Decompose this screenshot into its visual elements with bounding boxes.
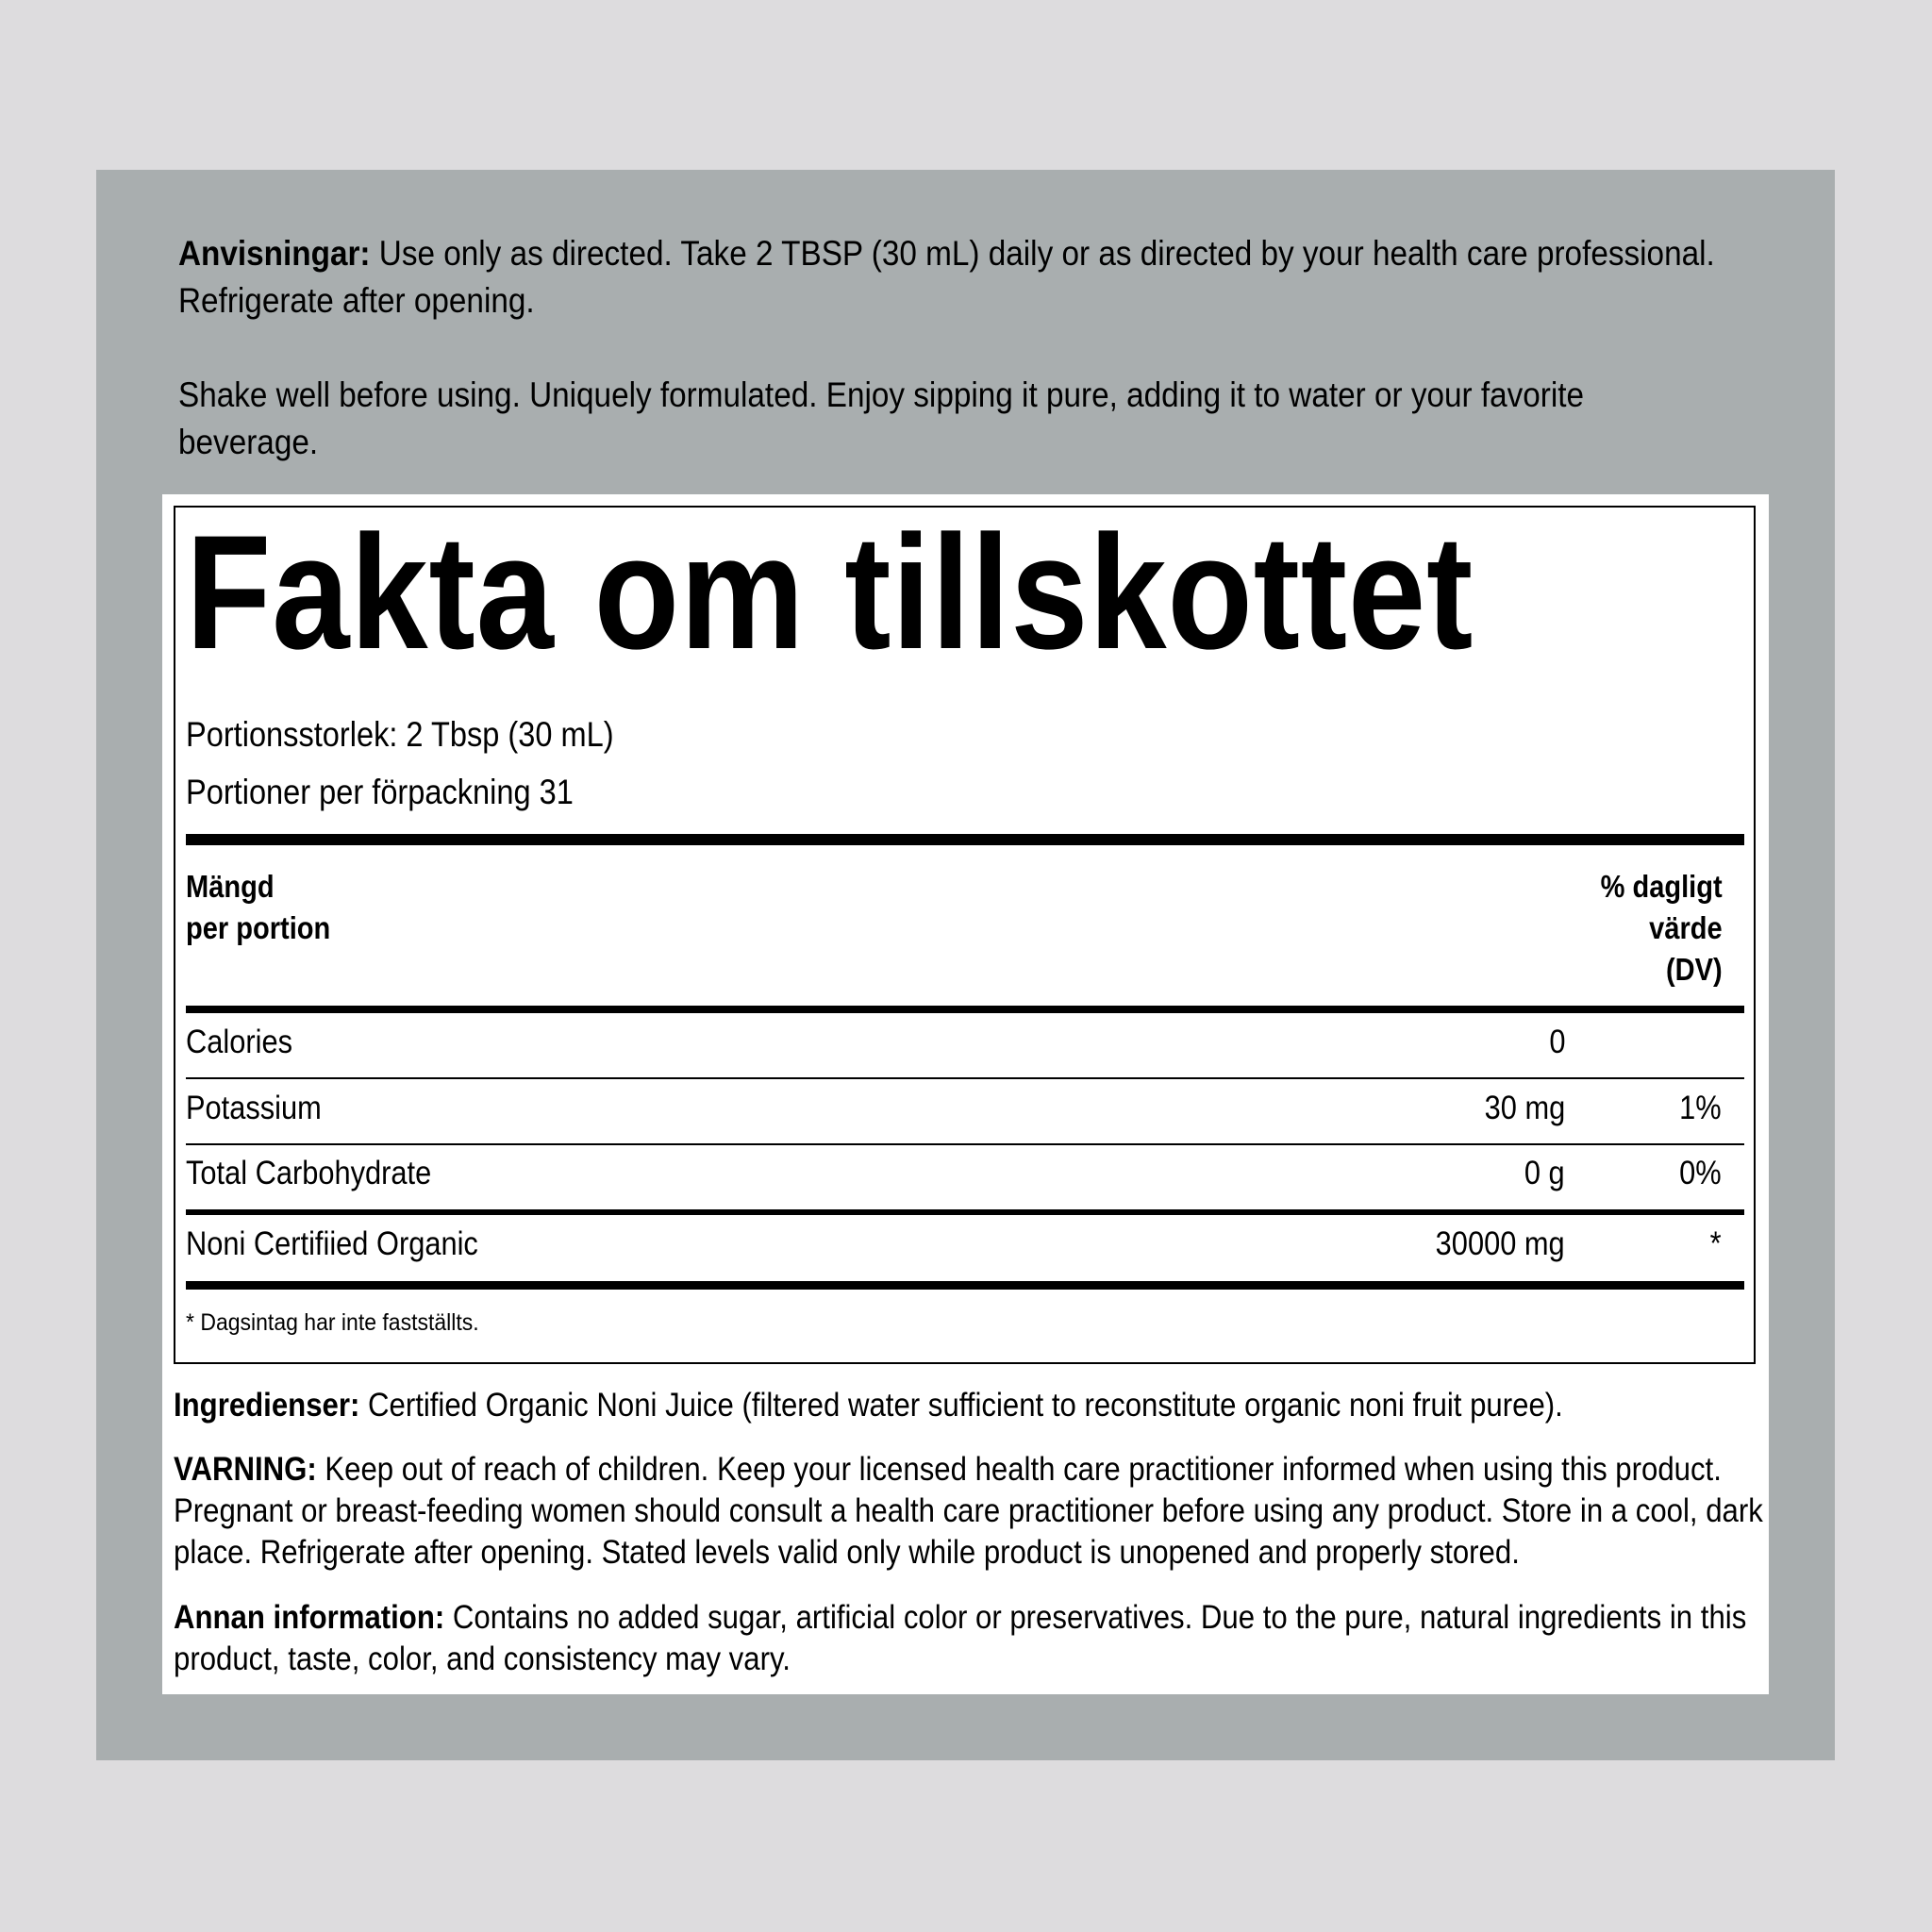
directions-paragraph-1 — [178, 230, 1715, 325]
row-name: Noni Certifiied Organic — [186, 1225, 478, 1262]
servings-per-container: Portioner per förpackning 31 — [186, 773, 574, 811]
row-dv: * — [1710, 1225, 1722, 1262]
directions-text-2: Shake well before using. Uniquely formulated. Enjoy sipping it pure, adding it to water or your favorite beverage. — [178, 375, 1585, 461]
directions-text-1: Use only as directed. Take 2 TBSP (30 mL) daily or as directed by your health care professional. Refrigerate after opening. — [178, 234, 1715, 320]
table-row — [186, 1150, 1744, 1197]
header-dv-line-2: värde — [1649, 910, 1723, 945]
row-amount: 30 mg — [1484, 1090, 1565, 1126]
bottom-divider — [186, 1281, 1744, 1290]
row-amount: 0 — [1548, 1024, 1565, 1060]
row-name: Potassium — [186, 1090, 322, 1126]
header-dv-line-3: (DV) — [1666, 952, 1723, 987]
warning-section — [174, 1449, 1768, 1574]
header-daily-value — [1601, 866, 1723, 991]
header-amount-line-2: per portion — [186, 910, 331, 945]
directions-label: Anvisningar: — [178, 234, 371, 273]
row-divider-thick — [186, 1209, 1744, 1215]
header-divider — [186, 1006, 1744, 1013]
other-info-label: Annan information: — [174, 1599, 445, 1636]
row-dv: 0% — [1679, 1155, 1722, 1191]
other-info-section — [174, 1597, 1768, 1680]
warning-paragraph — [174, 1449, 1765, 1574]
thick-divider — [186, 834, 1744, 845]
row-dv: 1% — [1679, 1090, 1722, 1126]
row-divider — [186, 1143, 1744, 1145]
row-amount: 0 g — [1524, 1155, 1565, 1191]
row-amount: 30000 mg — [1436, 1225, 1565, 1262]
row-divider — [186, 1077, 1744, 1079]
ingredients-paragraph — [174, 1385, 1765, 1426]
header-amount-per-serving — [186, 866, 330, 949]
warning-label: VARNING: — [174, 1451, 317, 1488]
other-info-text: Contains no added sugar, artificial color or preservatives. Due to the pure, natural ingredients in this product, taste, color, and consistency may vary. — [174, 1599, 1747, 1677]
table-row — [186, 1019, 1744, 1066]
directions-section — [178, 230, 1715, 466]
row-name: Total Carbohydrate — [186, 1155, 432, 1191]
serving-size: Portionsstorlek: 2 Tbsp (30 mL) — [186, 715, 614, 754]
footnote: * Dagsintag har inte fastställts. — [186, 1309, 479, 1336]
ingredients-section — [174, 1385, 1768, 1426]
row-name: Calories — [186, 1024, 292, 1060]
table-row — [186, 1221, 1744, 1268]
ingredients-label: Ingredienser: — [174, 1387, 360, 1424]
other-info-paragraph — [174, 1597, 1765, 1680]
header-dv-line-1: % dagligt — [1600, 869, 1723, 904]
warning-text: Keep out of reach of children. Keep your licensed health care practitioner informed when using this product. Pregnant or breast-feeding women should consult a health care practitioner before using any product. Store in a cool, dark place. Refrigerate after opening. Stated levels valid only while product is unopened and properly stored. — [174, 1451, 1763, 1571]
header-amount-line-1: Mängd — [186, 869, 275, 904]
facts-title: Fakta om tillskottet — [186, 502, 1474, 683]
table-row — [186, 1085, 1744, 1132]
ingredients-text: Certified Organic Noni Juice (filtered water sufficient to reconstitute organic noni fruit puree). — [359, 1387, 1563, 1424]
